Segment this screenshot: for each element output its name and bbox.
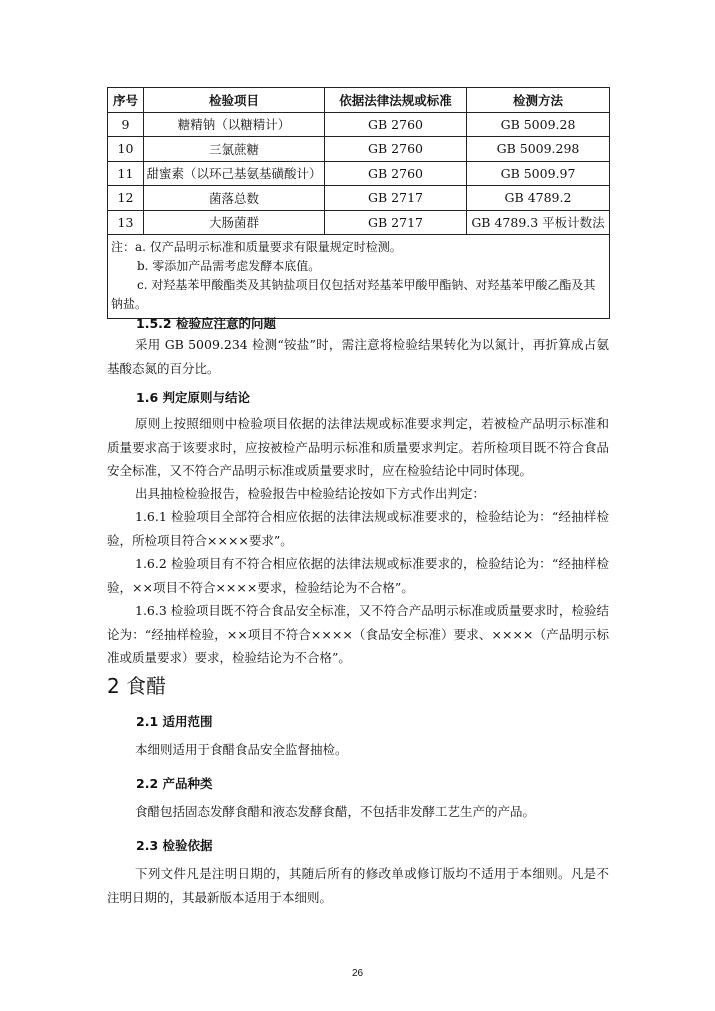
section-2-3-heading: 2.3 检验依据 [136, 838, 213, 853]
cell-no: 10 [108, 137, 144, 162]
section-2-heading: 2 食醋 [107, 674, 167, 698]
note-c: c. 对羟基苯甲酸酯类及其钠盐项目仅包括对羟基苯甲酸甲酯钠、对羟基苯甲酸乙酯及其钠盐。 [111, 278, 596, 311]
section-2-1-heading: 2.1 适用范围 [136, 714, 213, 729]
cell-item: 菌落总数 [144, 186, 325, 211]
cell-method: GB 5009.97 [467, 161, 610, 186]
cell-standard: GB 2717 [325, 186, 467, 211]
section-1-5-2-heading: 1.5.2 检验应注意的问题 [136, 316, 276, 331]
header-standard: 依据法律法规或标准 [325, 88, 467, 113]
table-row [108, 161, 610, 186]
cell-item: 甜蜜素（以环己基氨基磺酸计） [144, 161, 325, 186]
cell-standard: GB 2760 [325, 161, 467, 186]
section-1-5-2-text: 采用 GB 5009.234 检测“铵盐”时，需注意将检验结果转化为以氮计，再折算成占氨基酸态氮的百分比。 [107, 337, 609, 376]
header-item: 检验项目 [144, 88, 325, 113]
header-no: 序号 [108, 88, 144, 113]
section-2-2-heading: 2.2 产品种类 [136, 776, 213, 791]
cell-standard: GB 2760 [325, 137, 467, 162]
cell-no: 11 [108, 161, 144, 186]
table-notes [108, 235, 610, 319]
table-notes-row [108, 235, 610, 319]
section-1-6-paragraph-2: 出具抽检检验报告，检验报告中检验结论按如下方式作出判定： [135, 486, 486, 501]
cell-item: 糖精钠（以糖精计） [144, 112, 325, 137]
cell-standard: GB 2760 [325, 112, 467, 137]
table-row [108, 137, 610, 162]
cell-no: 9 [108, 112, 144, 137]
cell-item: 三氯蔗糖 [144, 137, 325, 162]
section-2-3-text: 下列文件凡是注明日期的，其随后所有的修改单或修订版均不适用于本细则。凡是不注明日期的，其最新版本适用于本细则。 [107, 866, 609, 905]
page-number: 26 [351, 968, 364, 979]
inspection-items-table [107, 87, 610, 319]
cell-standard: GB 2717 [325, 210, 467, 235]
section-1-6-2-text: 1.6.2 检验项目有不符合相应依据的法律法规或标准要求的，检验结论为：“经抽样检验，××项目不符合××××要求，检验结论为不合格”。 [107, 556, 609, 595]
table-row [108, 112, 610, 137]
section-2-2-text: 食醋包括固态发酵食醋和液态发酵食醋，不包括非发酵工艺生产的产品。 [135, 804, 536, 819]
table-header-row [108, 88, 610, 113]
table-row [108, 186, 610, 211]
note-a: 注：a. 仅产品明示标准和质量要求有限量规定时检测。 [111, 240, 402, 254]
table-row [108, 210, 610, 235]
cell-no: 12 [108, 186, 144, 211]
header-method: 检测方法 [467, 88, 610, 113]
cell-method: GB 4789.3 平板计数法 [467, 210, 610, 235]
cell-no: 13 [108, 210, 144, 235]
section-1-6-1-text: 1.6.1 检验项目全部符合相应依据的法律法规或标准要求的，检验结论为：“经抽样检验，所检项目符合××××要求”。 [107, 509, 609, 548]
cell-item: 大肠菌群 [144, 210, 325, 235]
section-2-1-text: 本细则适用于食醋食品安全监督抽检。 [135, 742, 348, 757]
cell-method: GB 4789.2 [467, 186, 610, 211]
cell-method: GB 5009.28 [467, 112, 610, 137]
section-1-6-paragraph-1: 原则上按照细则中检验项目依据的法律法规或标准要求判定，若被检产品明示标准和质量要求高于该要求时，应按被检产品明示标准和质量要求判定。若所检项目既不符合食品安全标准，又不符合产品明示标准或质量要求时，应在检验结论中同时体现。 [107, 416, 609, 478]
cell-method: GB 5009.298 [467, 137, 610, 162]
note-b: b. 零添加产品需考虑发酵本底值。 [137, 259, 321, 273]
section-1-6-heading: 1.6 判定原则与结论 [136, 390, 250, 405]
section-1-6-3-text: 1.6.3 检验项目既不符合食品安全标准，又不符合产品明示标准或质量要求时，检验结论为：“经抽样检验，××项目不符合××××（食品安全标准）要求、××××（产品明示标准或质量要求）要求，检验结论为不合格”。 [107, 603, 609, 665]
